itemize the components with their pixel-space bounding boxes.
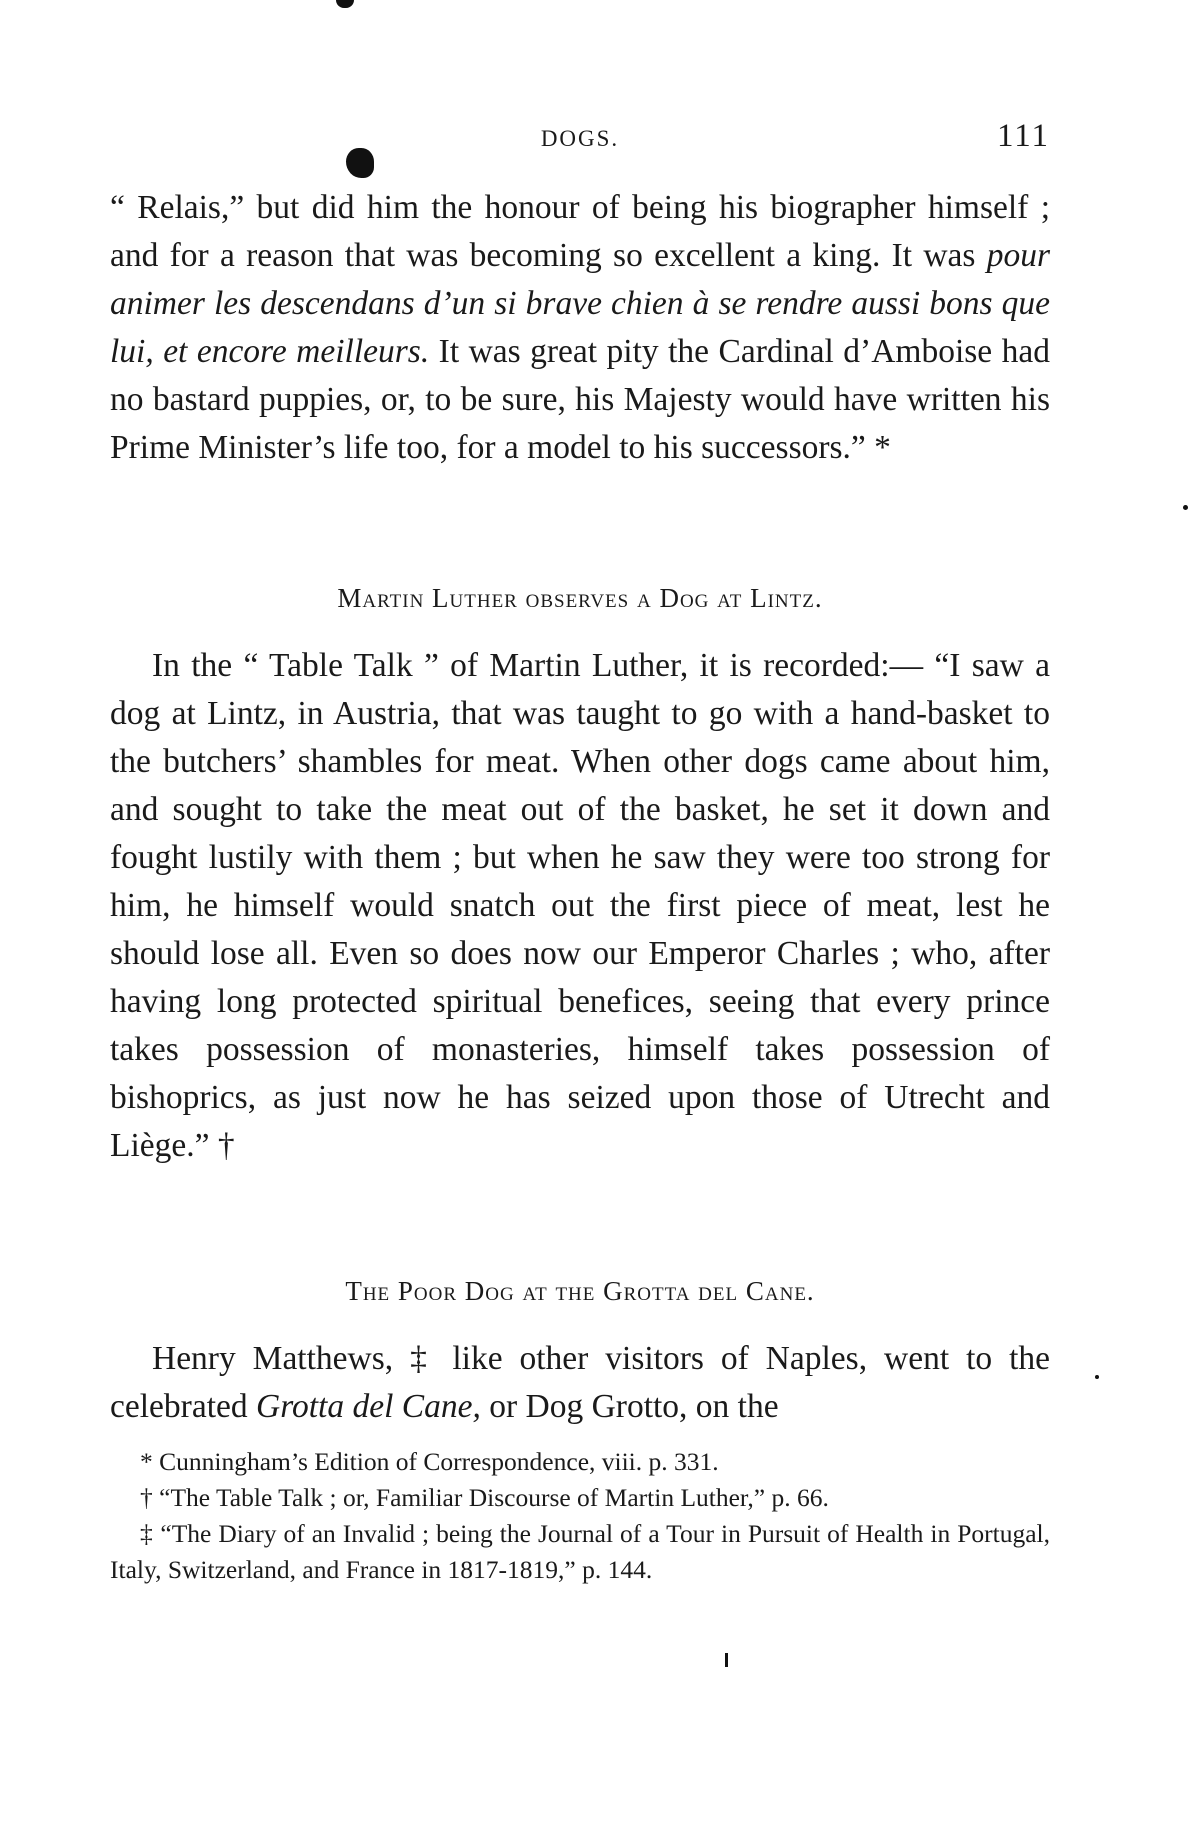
section-heading-luther: Martin Luther observes a Dog at Lintz. — [337, 583, 823, 613]
french-quote: pour animer les descendans d’un si brave chien à se rendre aussi bons que lui, et encore meilleurs. — [110, 237, 1050, 370]
section-heading-grotta: The Poor Dog at the Grotta del Cane. — [345, 1276, 815, 1306]
footnote-1: * Cunningham’s Edition of Correspondence, viii. p. 331. — [140, 1447, 719, 1476]
ink-speck — [1095, 1375, 1099, 1379]
running-head — [110, 118, 1050, 158]
ink-mark-top — [336, 0, 354, 8]
grotta-text: Henry Matthews, ‡ like other visitors of Naples, went to the celebrated — [110, 1340, 1050, 1425]
ink-speck — [725, 1653, 728, 1667]
footnote-2: † “The Table Talk ; or, Familiar Discourse of Martin Luther,” p. 66. — [140, 1483, 829, 1512]
footnotes — [110, 1444, 1050, 1588]
grotta-paragraph — [110, 1335, 1050, 1431]
grotta-name: Grotta del Cane, — [256, 1388, 481, 1425]
luther-paragraph — [110, 642, 1050, 1170]
opening-text: “ Relais,” but did him the honour of being his biographer himself ; and for a reason that was becoming so excellent a king. It was — [110, 189, 1050, 274]
opening-paragraph — [110, 184, 1050, 472]
running-title: DOGS. — [540, 126, 620, 151]
page-number: 111 — [996, 118, 1050, 154]
grotta-text-end: or Dog Grotto, on the — [480, 1388, 779, 1425]
opening-text-end: It was great pity the Cardinal d’Amboise had no bastard puppies, or, to be sure, his Majesty would have written his Prime Minister’s life too, for a model to his successors.” * — [110, 333, 1050, 466]
footnote-3: ‡ “The Diary of an Invalid ; being the Journal of a Tour in Pursuit of Health in Portugal, Italy, Switzerland, and France in 1817-1819,” p. 144. — [110, 1519, 1050, 1584]
luther-text: In the “ Table Talk ” of Martin Luther, it is recorded:— “I saw a dog at Lintz, in Austria, that was taught to go with a hand-basket to the butchers’ shambles for meat. When other dogs came about him, and sought to take the meat out of the basket, he set it down and fought lustily with them ; but when he saw they were too strong for him, he himself would snatch out the first piece of meat, lest he should lose all. Even so does now our Emperor Charles ; who, after having long protected spiritual benefices, seeing that every prince takes possession of monasteries, himself takes possession of bishoprics, as just now he has seized upon those of Utrecht and Liège.” † — [110, 647, 1050, 1164]
ink-speck — [1183, 505, 1188, 510]
